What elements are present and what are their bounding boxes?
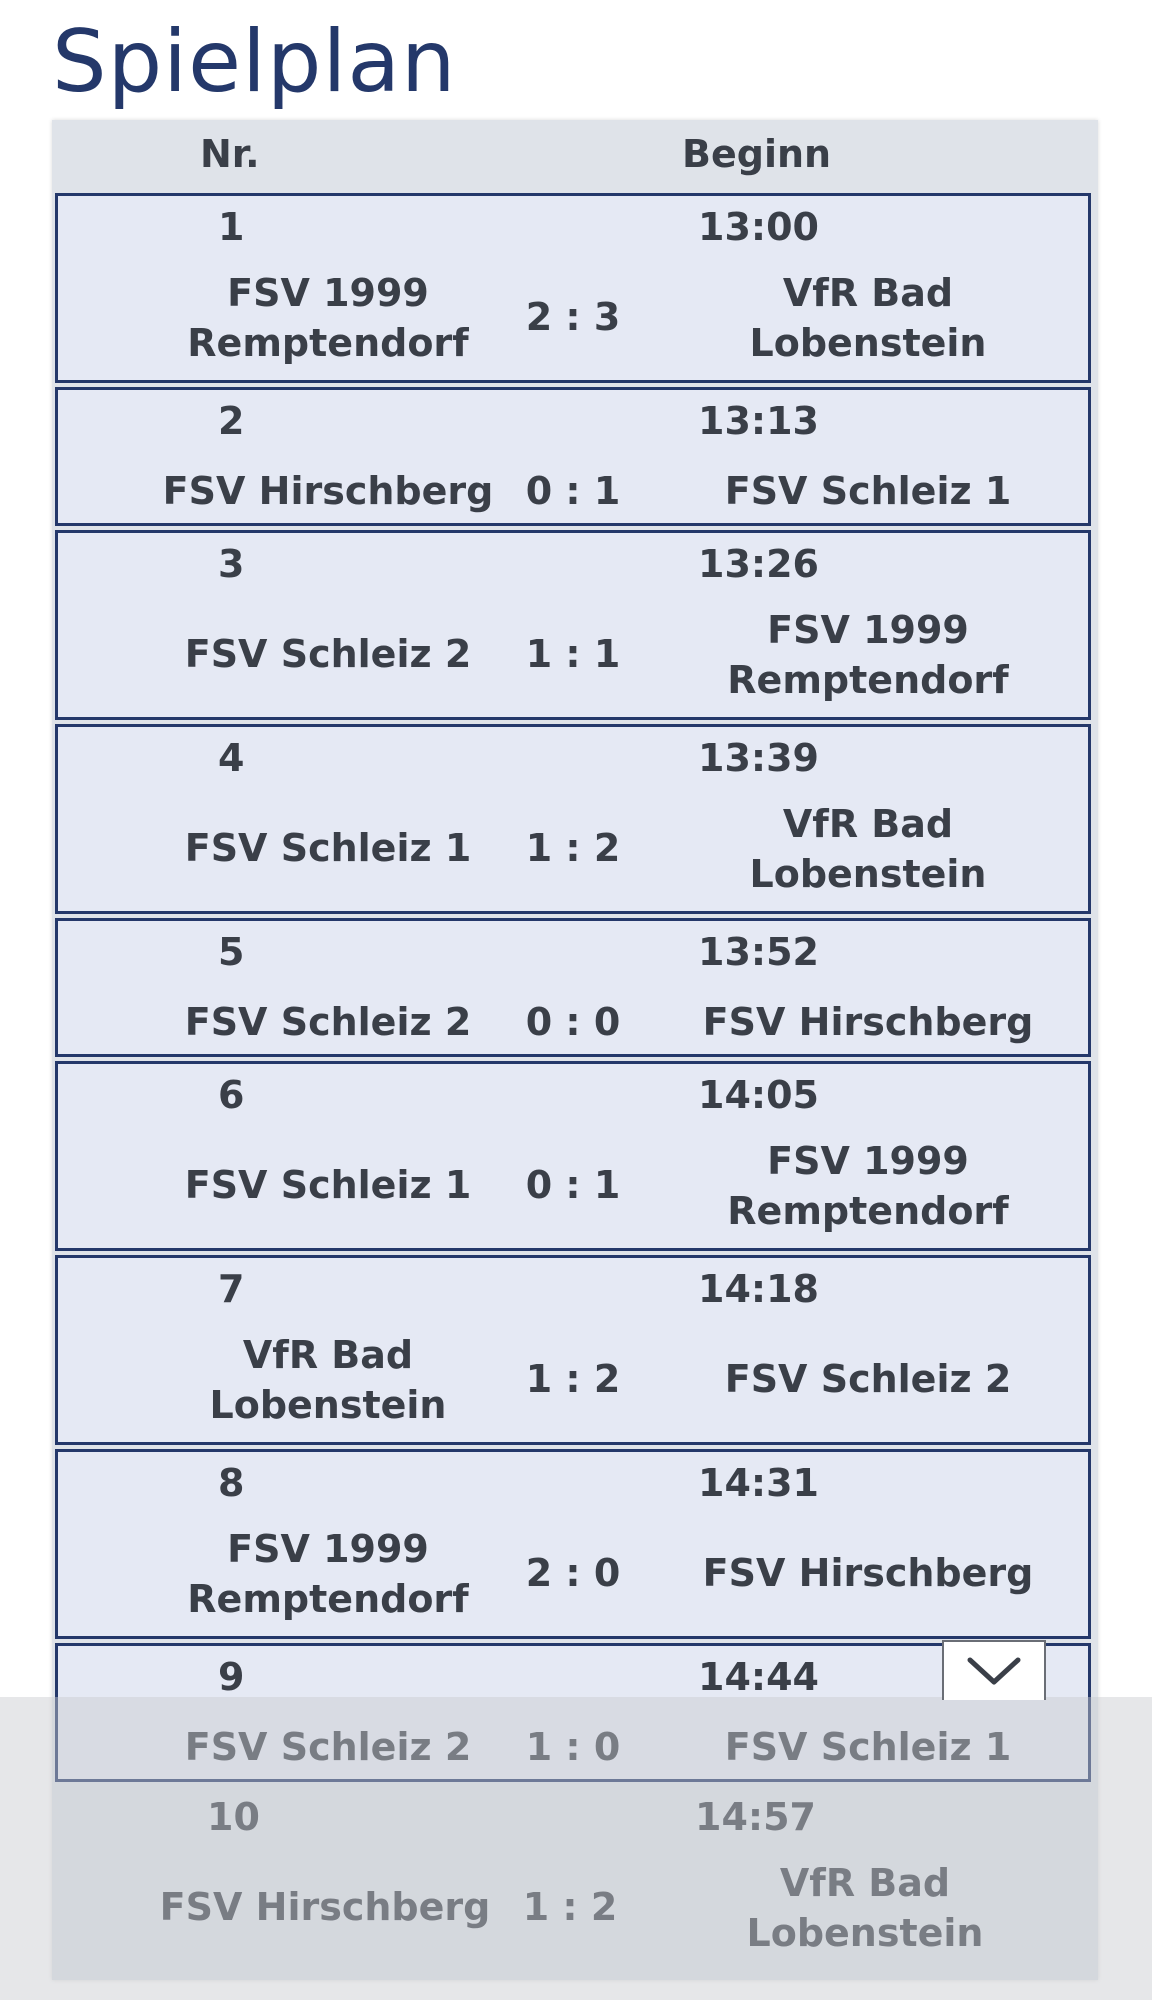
match-number: 5	[218, 930, 245, 974]
match-number: 4	[218, 736, 245, 780]
match-score: 0 : 0	[525, 1000, 621, 1044]
home-team: FSV 1999 Remptendorf	[187, 1527, 469, 1621]
away-team: VfR Bad Lobenstein	[746, 1861, 984, 1955]
match-number: 2	[218, 399, 245, 443]
away-team: FSV Schleiz 1	[724, 469, 1012, 513]
match-row[interactable]	[55, 387, 1091, 526]
home-team: FSV 1999 Remptendorf	[187, 271, 469, 365]
match-time: 14:18	[698, 1267, 819, 1311]
home-team: VfR Bad Lobenstein	[209, 1333, 447, 1427]
match-score: 2 : 3	[525, 295, 621, 339]
match-score: 1 : 0	[525, 1725, 621, 1769]
match-number: 10	[207, 1795, 260, 1839]
match-score: 1 : 1	[525, 632, 621, 676]
match-number: 3	[218, 542, 245, 586]
match-row[interactable]	[55, 1255, 1091, 1445]
page-title: Spielplan	[52, 12, 457, 112]
match-number: 7	[218, 1267, 245, 1311]
header-beginn: Beginn	[682, 132, 832, 176]
scroll-down-button[interactable]	[942, 1640, 1046, 1700]
away-team: VfR Bad Lobenstein	[749, 271, 987, 365]
match-score: 2 : 0	[525, 1551, 621, 1595]
match-row[interactable]	[55, 193, 1091, 383]
match-score: 0 : 1	[525, 469, 621, 513]
match-schedule-table	[52, 120, 1098, 1980]
match-score: 0 : 1	[525, 1163, 621, 1207]
match-row[interactable]	[55, 724, 1091, 914]
away-team: FSV Hirschberg	[702, 1000, 1034, 1044]
away-team: FSV Schleiz 1	[724, 1725, 1012, 1769]
match-time: 13:52	[698, 930, 819, 974]
match-row[interactable]	[55, 1449, 1091, 1639]
match-time: 13:39	[698, 736, 819, 780]
match-row[interactable]	[55, 918, 1091, 1057]
match-score: 1 : 2	[525, 826, 621, 870]
match-number: 1	[218, 205, 245, 249]
match-time: 13:26	[698, 542, 819, 586]
match-score: 1 : 2	[525, 1357, 621, 1401]
match-time: 14:44	[698, 1655, 819, 1699]
match-row[interactable]	[55, 530, 1091, 720]
match-time: 14:57	[695, 1795, 816, 1839]
away-team: FSV 1999 Remptendorf	[727, 608, 1009, 702]
match-score: 1 : 2	[522, 1885, 618, 1929]
match-time: 14:31	[698, 1461, 819, 1505]
away-team: VfR Bad Lobenstein	[749, 802, 987, 896]
home-team: FSV Schleiz 2	[184, 632, 472, 676]
home-team: FSV Schleiz 1	[184, 826, 472, 870]
match-time: 13:00	[698, 205, 819, 249]
match-row[interactable]	[55, 1786, 1091, 1976]
match-number: 8	[218, 1461, 245, 1505]
match-number: 9	[218, 1655, 245, 1699]
header-nr: Nr.	[200, 132, 260, 176]
chevron-down-icon	[966, 1654, 1022, 1688]
home-team: FSV Hirschberg	[162, 469, 494, 513]
table-header	[52, 120, 1098, 190]
match-number: 6	[218, 1073, 245, 1117]
away-team: FSV 1999 Remptendorf	[727, 1139, 1009, 1233]
away-team: FSV Hirschberg	[702, 1551, 1034, 1595]
home-team: FSV Hirschberg	[159, 1885, 491, 1929]
home-team: FSV Schleiz 2	[184, 1000, 472, 1044]
match-row[interactable]	[55, 1643, 1091, 1782]
away-team: FSV Schleiz 2	[724, 1357, 1012, 1401]
home-team: FSV Schleiz 2	[184, 1725, 472, 1769]
home-team: FSV Schleiz 1	[184, 1163, 472, 1207]
match-time: 14:05	[698, 1073, 819, 1117]
match-time: 13:13	[698, 399, 819, 443]
match-row[interactable]	[55, 1061, 1091, 1251]
